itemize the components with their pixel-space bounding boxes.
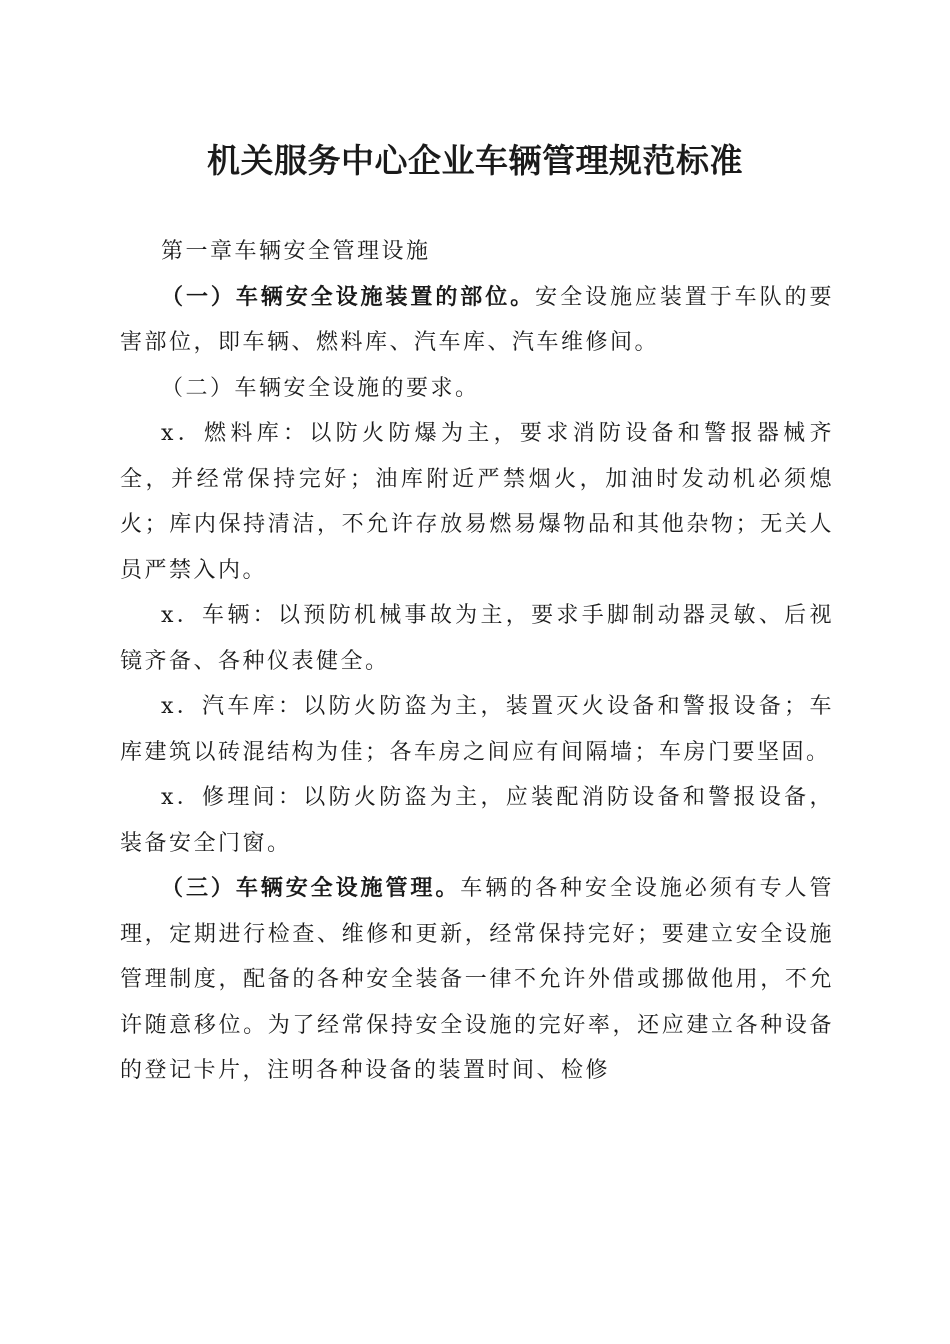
paragraph-text: 第一章车辆安全管理设施: [161, 239, 431, 264]
paragraph-section-1: [120, 275, 834, 366]
paragraph-lead: （一）车辆安全设施装置的部位。: [161, 283, 536, 310]
paragraph-text: 车辆的各种安全设施必须有专人管理，定期进行检查、维修和更新，经常保持完好；要建立安全设施管理制度，配备的各种安全装备一律不允许外借或挪做他用，不允许随意移位。为了经常保持安全设施的完好率，还应建立各种设备的登记卡片，注明各种设备的装置时间、检修: [120, 876, 834, 1083]
paragraph-text: 安全设施应装置于车队的要害部位，即车辆、燃料库、汽车库、汽车维修间。: [120, 284, 834, 355]
document-title: 机关服务中心企业车辆管理规范标准: [207, 141, 743, 180]
paragraph-vehicles: [120, 593, 834, 684]
paragraph-text: x．汽车库：以防火防盗为主，装置灭火设备和警报设备；车库建筑以砖混结构为佳；各车房之间应有间隔墙；车房门要坚固。: [120, 694, 834, 765]
chapter-heading: [120, 229, 834, 275]
paragraph-garage: [120, 684, 834, 775]
paragraph-fuel-depot: [120, 411, 834, 593]
paragraph-section-2: [120, 366, 834, 412]
paragraph-text: x．修理间：以防火防盗为主，应装配消防设备和警报设备，装备安全门窗。: [120, 785, 834, 856]
document-body: [120, 229, 834, 1094]
paragraph-repair-shop: [120, 775, 834, 866]
paragraph-lead: （三）车辆安全设施管理。: [161, 875, 461, 901]
paragraph-text: （二）车辆安全设施的要求。: [161, 375, 480, 401]
paragraph-text: x．车辆：以预防机械事故为主，要求手脚制动器灵敏、后视镜齐备、各种仪表健全。: [120, 603, 834, 674]
paragraph-section-3: [120, 866, 834, 1094]
paragraph-text: x．燃料库：以防火防爆为主，要求消防设备和警报器械齐全，并经常保持完好；油库附近严禁烟火，加油时发动机必须熄火；库内保持清洁，不允许存放易燃易爆物品和其他杂物；无关人员严禁入内。: [120, 421, 834, 583]
